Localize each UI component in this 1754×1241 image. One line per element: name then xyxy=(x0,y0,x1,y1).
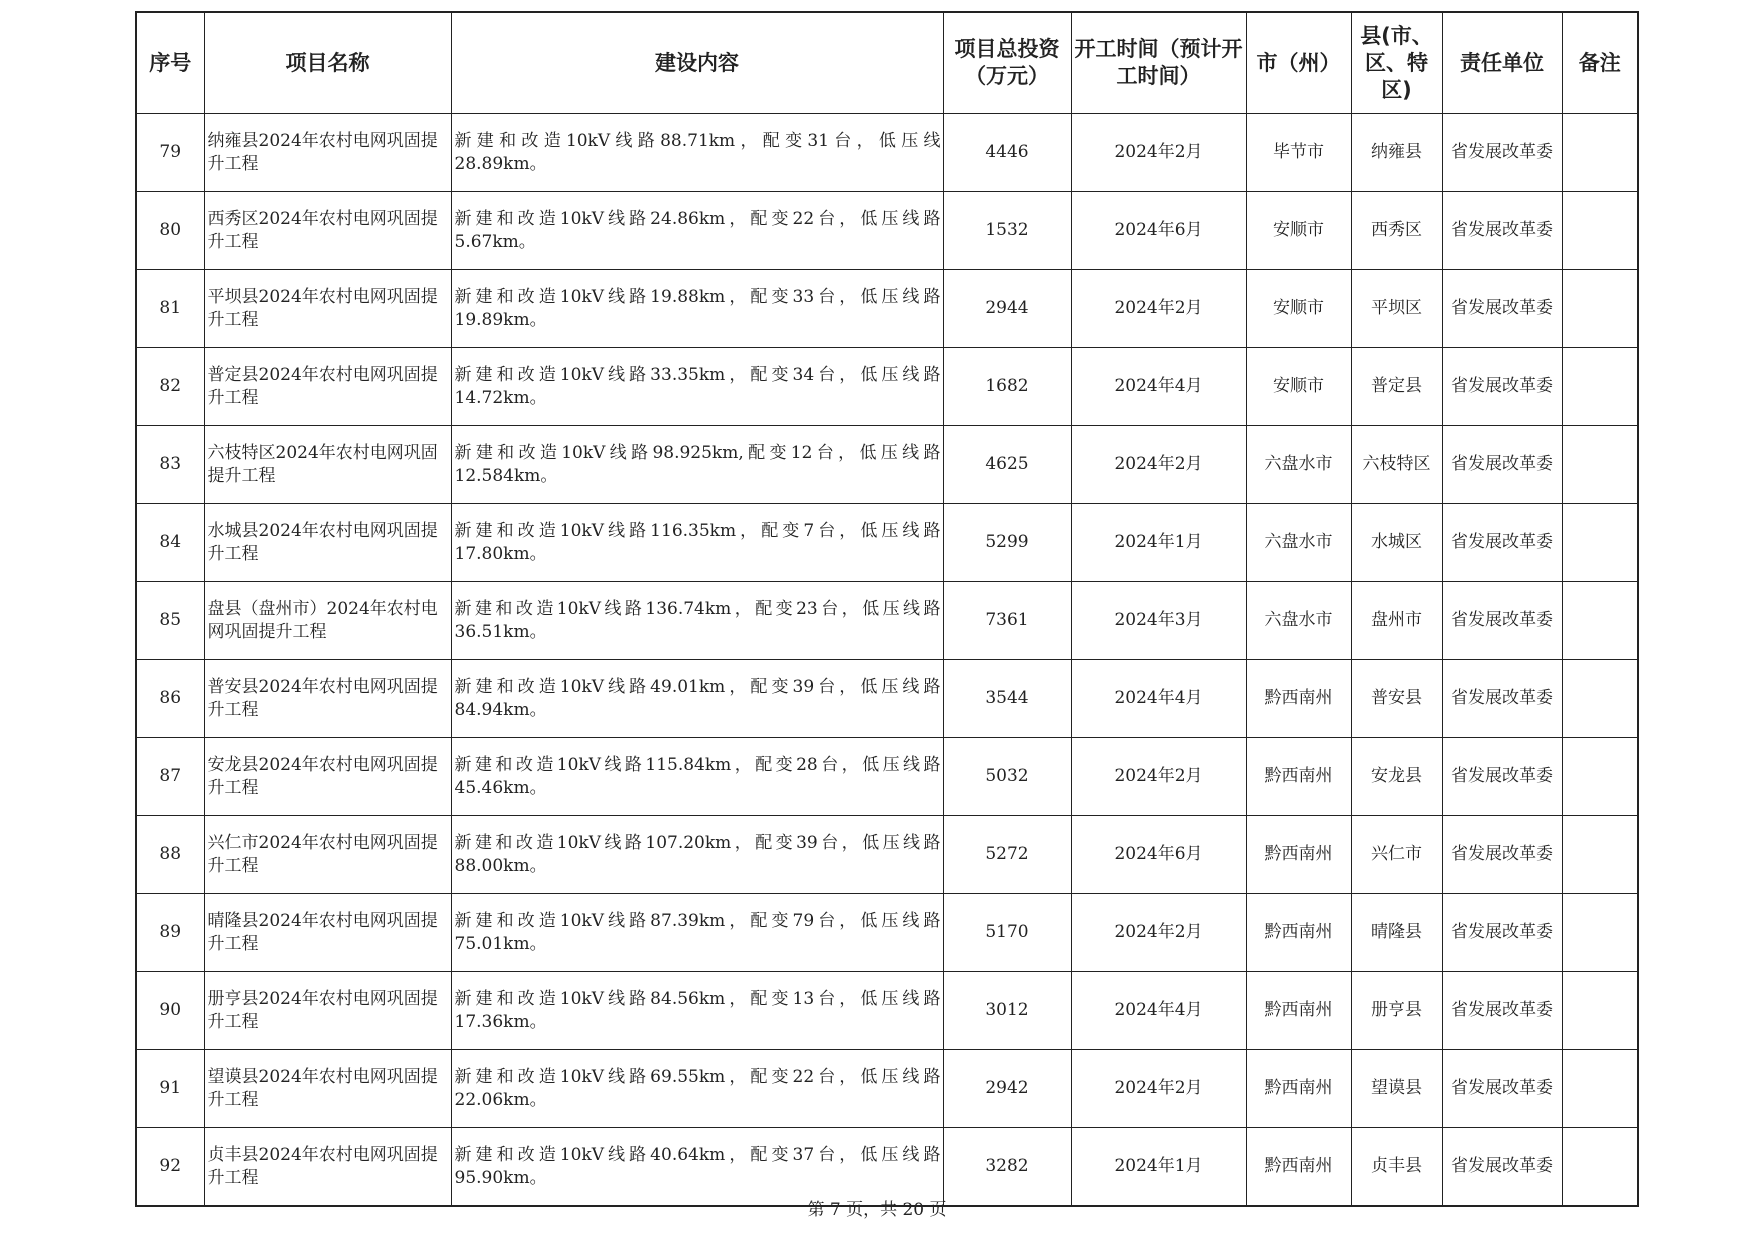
cell-content: 新建和改造10kV线路98.925km,配变12台，低压线路12.584km。 xyxy=(451,426,943,504)
cell-name: 望谟县2024年农村电网巩固提升工程 xyxy=(204,1050,451,1128)
cell-content: 新建和改造10kV线路107.20km，配变39台，低压线路88.00km。 xyxy=(451,816,943,894)
cell-note xyxy=(1562,192,1638,270)
cell-name: 西秀区2024年农村电网巩固提升工程 xyxy=(204,192,451,270)
cell-no: 84 xyxy=(136,504,204,582)
table-row xyxy=(136,738,1638,816)
cell-content: 新建和改造10kV线路88.71km，配变31台，低压线28.89km。 xyxy=(451,114,943,192)
cell-content: 新建和改造10kV线路24.86km，配变22台，低压线路5.67km。 xyxy=(451,192,943,270)
cell-note xyxy=(1562,738,1638,816)
cell-unit: 省发展改革委 xyxy=(1442,660,1562,738)
cell-city: 黔西南州 xyxy=(1246,816,1351,894)
cell-start: 2024年4月 xyxy=(1071,972,1246,1050)
cell-start: 2024年2月 xyxy=(1071,426,1246,504)
cell-content: 新建和改造10kV线路115.84km，配变28台，低压线路45.46km。 xyxy=(451,738,943,816)
cell-start: 2024年6月 xyxy=(1071,192,1246,270)
cell-city: 黔西南州 xyxy=(1246,972,1351,1050)
cell-unit: 省发展改革委 xyxy=(1442,192,1562,270)
cell-county: 安龙县 xyxy=(1351,738,1442,816)
cell-invest: 2944 xyxy=(943,270,1071,348)
cell-county: 贞丰县 xyxy=(1351,1128,1442,1207)
cell-start: 2024年1月 xyxy=(1071,1128,1246,1207)
cell-city: 安顺市 xyxy=(1246,348,1351,426)
cell-no: 88 xyxy=(136,816,204,894)
cell-start: 2024年2月 xyxy=(1071,114,1246,192)
cell-content: 新建和改造10kV线路87.39km，配变79台，低压线路75.01km。 xyxy=(451,894,943,972)
cell-note xyxy=(1562,816,1638,894)
cell-unit: 省发展改革委 xyxy=(1442,816,1562,894)
cell-note xyxy=(1562,972,1638,1050)
cell-unit: 省发展改革委 xyxy=(1442,582,1562,660)
cell-invest: 5170 xyxy=(943,894,1071,972)
cell-content: 新建和改造10kV线路84.56km，配变13台，低压线路17.36km。 xyxy=(451,972,943,1050)
cell-invest: 5032 xyxy=(943,738,1071,816)
cell-no: 79 xyxy=(136,114,204,192)
cell-note xyxy=(1562,348,1638,426)
header-content: 建设内容 xyxy=(451,12,943,114)
cell-city: 安顺市 xyxy=(1246,270,1351,348)
cell-note xyxy=(1562,114,1638,192)
table-row xyxy=(136,270,1638,348)
cell-name: 安龙县2024年农村电网巩固提升工程 xyxy=(204,738,451,816)
table-row xyxy=(136,1050,1638,1128)
cell-invest: 3012 xyxy=(943,972,1071,1050)
cell-county: 兴仁市 xyxy=(1351,816,1442,894)
cell-content: 新建和改造10kV线路19.88km，配变33台，低压线路19.89km。 xyxy=(451,270,943,348)
cell-city: 黔西南州 xyxy=(1246,894,1351,972)
cell-start: 2024年1月 xyxy=(1071,504,1246,582)
cell-unit: 省发展改革委 xyxy=(1442,1128,1562,1207)
cell-city: 安顺市 xyxy=(1246,192,1351,270)
table-row xyxy=(136,894,1638,972)
cell-unit: 省发展改革委 xyxy=(1442,270,1562,348)
cell-start: 2024年2月 xyxy=(1071,894,1246,972)
cell-no: 92 xyxy=(136,1128,204,1207)
project-table xyxy=(135,11,1639,1207)
cell-name: 贞丰县2024年农村电网巩固提升工程 xyxy=(204,1128,451,1207)
cell-name: 六枝特区2024年农村电网巩固提升工程 xyxy=(204,426,451,504)
cell-invest: 2942 xyxy=(943,1050,1071,1128)
cell-county: 普定县 xyxy=(1351,348,1442,426)
header-no: 序号 xyxy=(136,12,204,114)
table-header-row xyxy=(136,12,1638,114)
cell-content: 新建和改造10kV线路69.55km，配变22台，低压线路22.06km。 xyxy=(451,1050,943,1128)
header-unit: 责任单位 xyxy=(1442,12,1562,114)
cell-invest: 3544 xyxy=(943,660,1071,738)
cell-name: 盘县（盘州市）2024年农村电网巩固提升工程 xyxy=(204,582,451,660)
header-city: 市（州） xyxy=(1246,12,1351,114)
cell-city: 毕节市 xyxy=(1246,114,1351,192)
cell-name: 晴隆县2024年农村电网巩固提升工程 xyxy=(204,894,451,972)
cell-no: 83 xyxy=(136,426,204,504)
cell-name: 普安县2024年农村电网巩固提升工程 xyxy=(204,660,451,738)
cell-name: 普定县2024年农村电网巩固提升工程 xyxy=(204,348,451,426)
cell-county: 纳雍县 xyxy=(1351,114,1442,192)
cell-county: 普安县 xyxy=(1351,660,1442,738)
cell-content: 新建和改造10kV线路136.74km，配变23台，低压线路36.51km。 xyxy=(451,582,943,660)
cell-city: 黔西南州 xyxy=(1246,1050,1351,1128)
table-row xyxy=(136,114,1638,192)
cell-invest: 4446 xyxy=(943,114,1071,192)
cell-city: 黔西南州 xyxy=(1246,660,1351,738)
cell-content: 新建和改造10kV线路116.35km，配变7台，低压线路17.80km。 xyxy=(451,504,943,582)
header-name: 项目名称 xyxy=(204,12,451,114)
cell-content: 新建和改造10kV线路33.35km，配变34台，低压线路14.72km。 xyxy=(451,348,943,426)
table-row xyxy=(136,504,1638,582)
cell-start: 2024年2月 xyxy=(1071,270,1246,348)
cell-unit: 省发展改革委 xyxy=(1442,1050,1562,1128)
cell-invest: 7361 xyxy=(943,582,1071,660)
cell-start: 2024年2月 xyxy=(1071,738,1246,816)
cell-no: 89 xyxy=(136,894,204,972)
cell-county: 水城区 xyxy=(1351,504,1442,582)
cell-note xyxy=(1562,504,1638,582)
cell-city: 黔西南州 xyxy=(1246,1128,1351,1207)
cell-unit: 省发展改革委 xyxy=(1442,504,1562,582)
cell-county: 六枝特区 xyxy=(1351,426,1442,504)
cell-no: 87 xyxy=(136,738,204,816)
cell-note xyxy=(1562,894,1638,972)
table-row xyxy=(136,660,1638,738)
cell-unit: 省发展改革委 xyxy=(1442,972,1562,1050)
cell-no: 86 xyxy=(136,660,204,738)
cell-no: 81 xyxy=(136,270,204,348)
cell-invest: 3282 xyxy=(943,1128,1071,1207)
cell-start: 2024年6月 xyxy=(1071,816,1246,894)
cell-unit: 省发展改革委 xyxy=(1442,348,1562,426)
header-county: 县(市、区、特区) xyxy=(1351,12,1442,114)
cell-no: 82 xyxy=(136,348,204,426)
table-row xyxy=(136,816,1638,894)
cell-name: 纳雍县2024年农村电网巩固提升工程 xyxy=(204,114,451,192)
cell-no: 90 xyxy=(136,972,204,1050)
cell-county: 平坝区 xyxy=(1351,270,1442,348)
header-note: 备注 xyxy=(1562,12,1638,114)
cell-note xyxy=(1562,1050,1638,1128)
cell-city: 六盘水市 xyxy=(1246,426,1351,504)
cell-county: 册亨县 xyxy=(1351,972,1442,1050)
cell-invest: 1532 xyxy=(943,192,1071,270)
cell-unit: 省发展改革委 xyxy=(1442,738,1562,816)
cell-county: 晴隆县 xyxy=(1351,894,1442,972)
cell-start: 2024年2月 xyxy=(1071,1050,1246,1128)
table-row xyxy=(136,426,1638,504)
cell-city: 六盘水市 xyxy=(1246,582,1351,660)
cell-name: 平坝县2024年农村电网巩固提升工程 xyxy=(204,270,451,348)
cell-no: 80 xyxy=(136,192,204,270)
cell-note xyxy=(1562,582,1638,660)
cell-county: 西秀区 xyxy=(1351,192,1442,270)
cell-county: 望谟县 xyxy=(1351,1050,1442,1128)
cell-county: 盘州市 xyxy=(1351,582,1442,660)
header-start: 开工时间（预计开工时间） xyxy=(1071,12,1246,114)
header-invest: 项目总投资（万元） xyxy=(943,12,1071,114)
cell-no: 91 xyxy=(136,1050,204,1128)
cell-unit: 省发展改革委 xyxy=(1442,894,1562,972)
cell-name: 兴仁市2024年农村电网巩固提升工程 xyxy=(204,816,451,894)
cell-invest: 4625 xyxy=(943,426,1071,504)
cell-name: 水城县2024年农村电网巩固提升工程 xyxy=(204,504,451,582)
table-row xyxy=(136,348,1638,426)
cell-start: 2024年4月 xyxy=(1071,660,1246,738)
cell-invest: 5299 xyxy=(943,504,1071,582)
cell-note xyxy=(1562,426,1638,504)
cell-city: 六盘水市 xyxy=(1246,504,1351,582)
cell-city: 黔西南州 xyxy=(1246,738,1351,816)
cell-name: 册亨县2024年农村电网巩固提升工程 xyxy=(204,972,451,1050)
table-row xyxy=(136,192,1638,270)
cell-content: 新建和改造10kV线路49.01km，配变39台，低压线路84.94km。 xyxy=(451,660,943,738)
cell-note xyxy=(1562,270,1638,348)
cell-note xyxy=(1562,660,1638,738)
cell-invest: 1682 xyxy=(943,348,1071,426)
table-row xyxy=(136,582,1638,660)
cell-start: 2024年4月 xyxy=(1071,348,1246,426)
cell-start: 2024年3月 xyxy=(1071,582,1246,660)
table-row xyxy=(136,972,1638,1050)
cell-no: 85 xyxy=(136,582,204,660)
cell-invest: 5272 xyxy=(943,816,1071,894)
cell-unit: 省发展改革委 xyxy=(1442,426,1562,504)
cell-unit: 省发展改革委 xyxy=(1442,114,1562,192)
page-footer: 第 7 页，共 20 页 xyxy=(807,1200,947,1220)
cell-content: 新建和改造10kV线路40.64km，配变37台，低压线路95.90km。 xyxy=(451,1128,943,1207)
